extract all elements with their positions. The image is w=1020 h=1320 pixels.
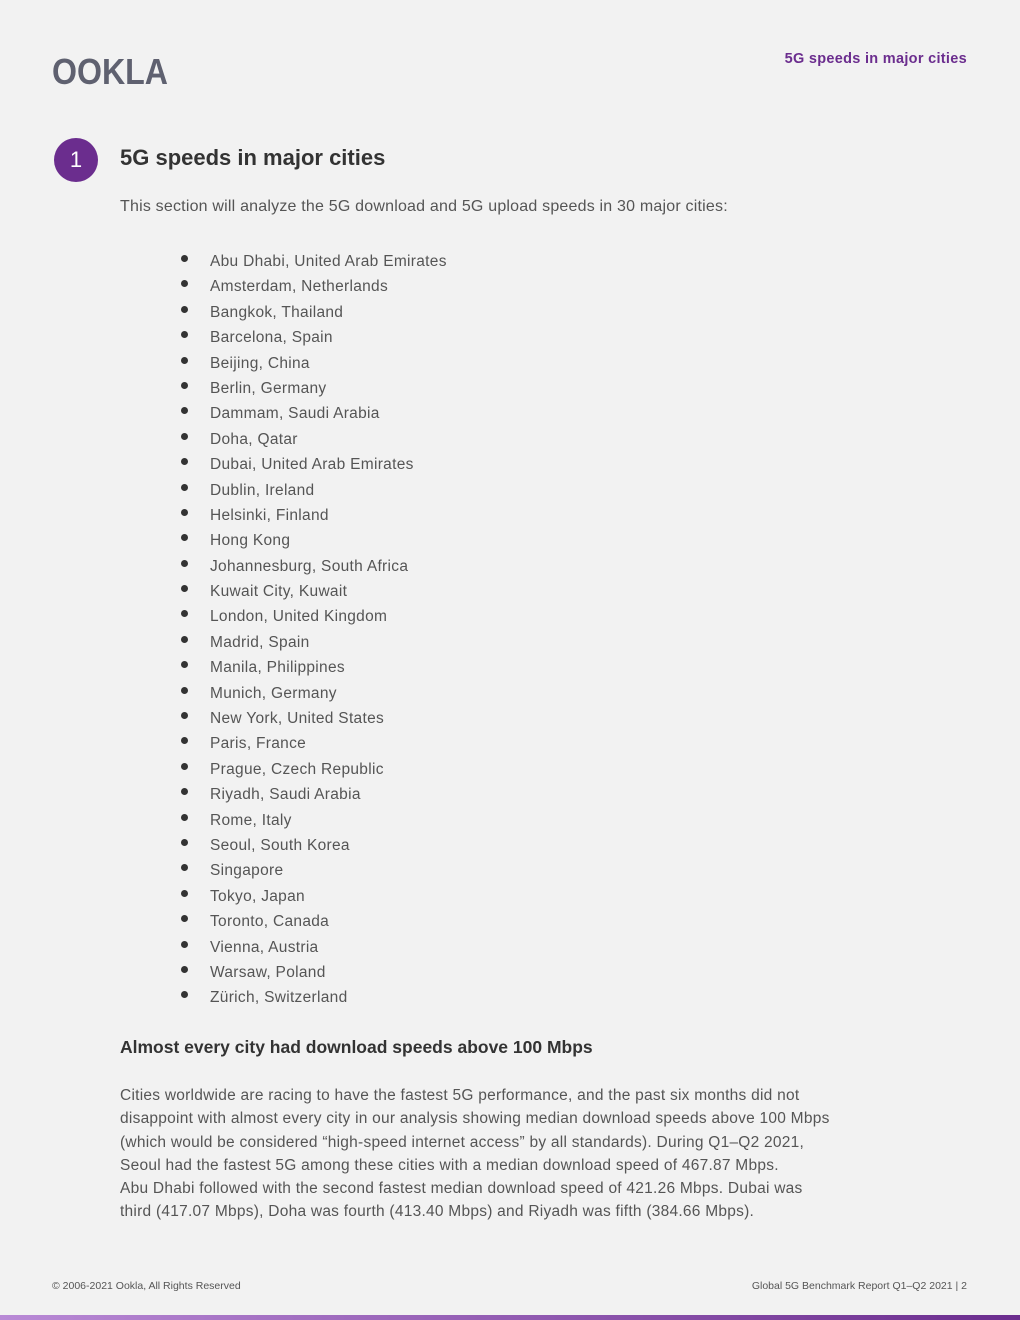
city-name: Johannesburg, South Africa (210, 557, 409, 575)
city-list-item (180, 630, 447, 655)
footer-page-info: Global 5G Benchmark Report Q1–Q2 2021 | 2 (751, 1280, 967, 1292)
bullet-icon (181, 306, 188, 313)
city-name: Helsinki, Finland (210, 506, 329, 524)
bullet-icon (181, 763, 188, 770)
city-name: Kuwait City, Kuwait (210, 583, 348, 601)
city-name: Dammam, Saudi Arabia (210, 405, 380, 423)
city-list-item (180, 300, 447, 325)
city-name: Rome, Italy (210, 811, 292, 829)
bullet-icon (181, 839, 188, 846)
bullet-icon (181, 407, 188, 414)
city-name: Bangkok, Thailand (210, 303, 344, 321)
city-list-item (180, 808, 447, 833)
city-list-item (180, 858, 447, 883)
bullet-icon (181, 458, 188, 465)
city-name: Munich, Germany (210, 684, 337, 702)
bullet-icon (181, 966, 188, 973)
city-list-item (180, 757, 447, 782)
city-list-item (180, 782, 447, 807)
bullet-icon (181, 585, 188, 592)
paragraph-line: disappoint with almost every city in our analysis showing median download speeds above 100 Mbps (120, 1110, 830, 1128)
bullet-icon (181, 661, 188, 668)
bullet-icon (181, 864, 188, 871)
city-name: Riyadh, Saudi Arabia (210, 786, 361, 804)
city-list-item (180, 884, 447, 909)
city-name: Manila, Philippines (210, 659, 345, 677)
city-list-item (180, 554, 447, 579)
city-list-item (180, 706, 447, 731)
subsection-heading: Almost every city had download speeds above 100 Mbps (120, 1037, 593, 1057)
paragraph-line: third (417.07 Mbps), Doha was fourth (413.40 Mbps) and Riyadh was fifth (384.66 Mbps). (120, 1203, 755, 1221)
city-list-item (180, 503, 447, 528)
footer-gradient-bar (0, 1315, 1020, 1320)
bullet-icon (181, 712, 188, 719)
paragraph-line: Cities worldwide are racing to have the fastest 5G performance, and the past six months did not (120, 1087, 800, 1104)
city-name: Warsaw, Poland (210, 963, 326, 981)
bullet-icon (181, 687, 188, 694)
bullet-icon (181, 433, 188, 440)
city-name: London, United Kingdom (210, 608, 388, 626)
section-title: 5G speeds in major cities (120, 145, 386, 170)
bullet-icon (181, 915, 188, 922)
city-name: New York, United States (210, 710, 385, 728)
city-list (180, 249, 447, 1011)
bullet-icon (181, 560, 188, 567)
city-name: Dublin, Ireland (210, 481, 315, 499)
city-name: Prague, Czech Republic (210, 760, 384, 778)
city-list-item (180, 351, 447, 376)
subsection-paragraph (120, 1084, 935, 1224)
city-name: Beijing, China (210, 354, 310, 372)
paragraph-line: Seoul had the fastest 5G among these cities with a median download speed of 467.87 Mbps. (120, 1156, 779, 1174)
bullet-icon (181, 357, 188, 364)
city-name: Singapore (210, 862, 284, 880)
ookla-logo (52, 46, 174, 88)
city-list-item (180, 681, 447, 706)
city-list-item (180, 528, 447, 553)
city-list-item (180, 274, 447, 299)
city-list-item (180, 452, 447, 477)
city-name: Doha, Qatar (210, 430, 298, 448)
city-name: Tokyo, Japan (210, 887, 305, 905)
city-list-item (180, 731, 447, 756)
city-list-item (180, 909, 447, 934)
bullet-icon (181, 280, 188, 287)
city-list-item (180, 935, 447, 960)
paragraph-line: (which would be considered “high-speed internet access” by all standards). During Q1–Q2 2021, (120, 1133, 805, 1151)
footer-copyright: © 2006-2021 Ookla, All Rights Reserved (52, 1280, 241, 1292)
logo-text: OOKLA (52, 51, 168, 88)
city-name: Paris, France (210, 735, 307, 753)
city-name: Zürich, Switzerland (210, 989, 348, 1007)
city-list-item (180, 604, 447, 629)
bullet-icon (181, 255, 188, 262)
city-name: Abu Dhabi, United Arab Emirates (210, 253, 447, 270)
city-name: Barcelona, Spain (210, 329, 333, 347)
city-list-item (180, 325, 447, 350)
city-list-item (180, 376, 447, 401)
city-name: Hong Kong (210, 532, 291, 550)
paragraph-line: Abu Dhabi followed with the second fastest median download speed of 421.26 Mbps. Dubai was (120, 1180, 803, 1198)
bullet-icon (181, 788, 188, 795)
city-list-item (180, 985, 447, 1010)
city-list-item (180, 655, 447, 680)
bullet-icon (181, 509, 188, 516)
bullet-icon (181, 737, 188, 744)
city-list-item (180, 401, 447, 426)
city-list-item (180, 249, 447, 274)
bullet-icon (181, 890, 188, 897)
bullet-icon (181, 814, 188, 821)
city-list-item (180, 833, 447, 858)
bullet-icon (181, 610, 188, 617)
bullet-icon (181, 484, 188, 491)
running-header: 5G speeds in major cities (784, 51, 967, 67)
bullet-icon (181, 991, 188, 998)
section-intro: This section will analyze the 5G download and 5G upload speeds in 30 major cities: (120, 198, 728, 215)
city-list-item (180, 579, 447, 604)
city-list-item (180, 478, 447, 503)
bullet-icon (181, 534, 188, 541)
city-list-item (180, 427, 447, 452)
city-name: Amsterdam, Netherlands (210, 278, 389, 296)
bullet-icon (181, 382, 188, 389)
city-name: Seoul, South Korea (210, 836, 350, 854)
bullet-icon (181, 941, 188, 948)
bullet-icon (181, 331, 188, 338)
city-list-item (180, 960, 447, 985)
city-name: Vienna, Austria (210, 938, 319, 956)
city-name: Madrid, Spain (210, 633, 310, 651)
city-name: Toronto, Canada (210, 913, 330, 931)
section-number-badge: 1 (54, 138, 98, 182)
city-name: Berlin, Germany (210, 379, 327, 397)
bullet-icon (181, 636, 188, 643)
city-name: Dubai, United Arab Emirates (210, 456, 414, 474)
